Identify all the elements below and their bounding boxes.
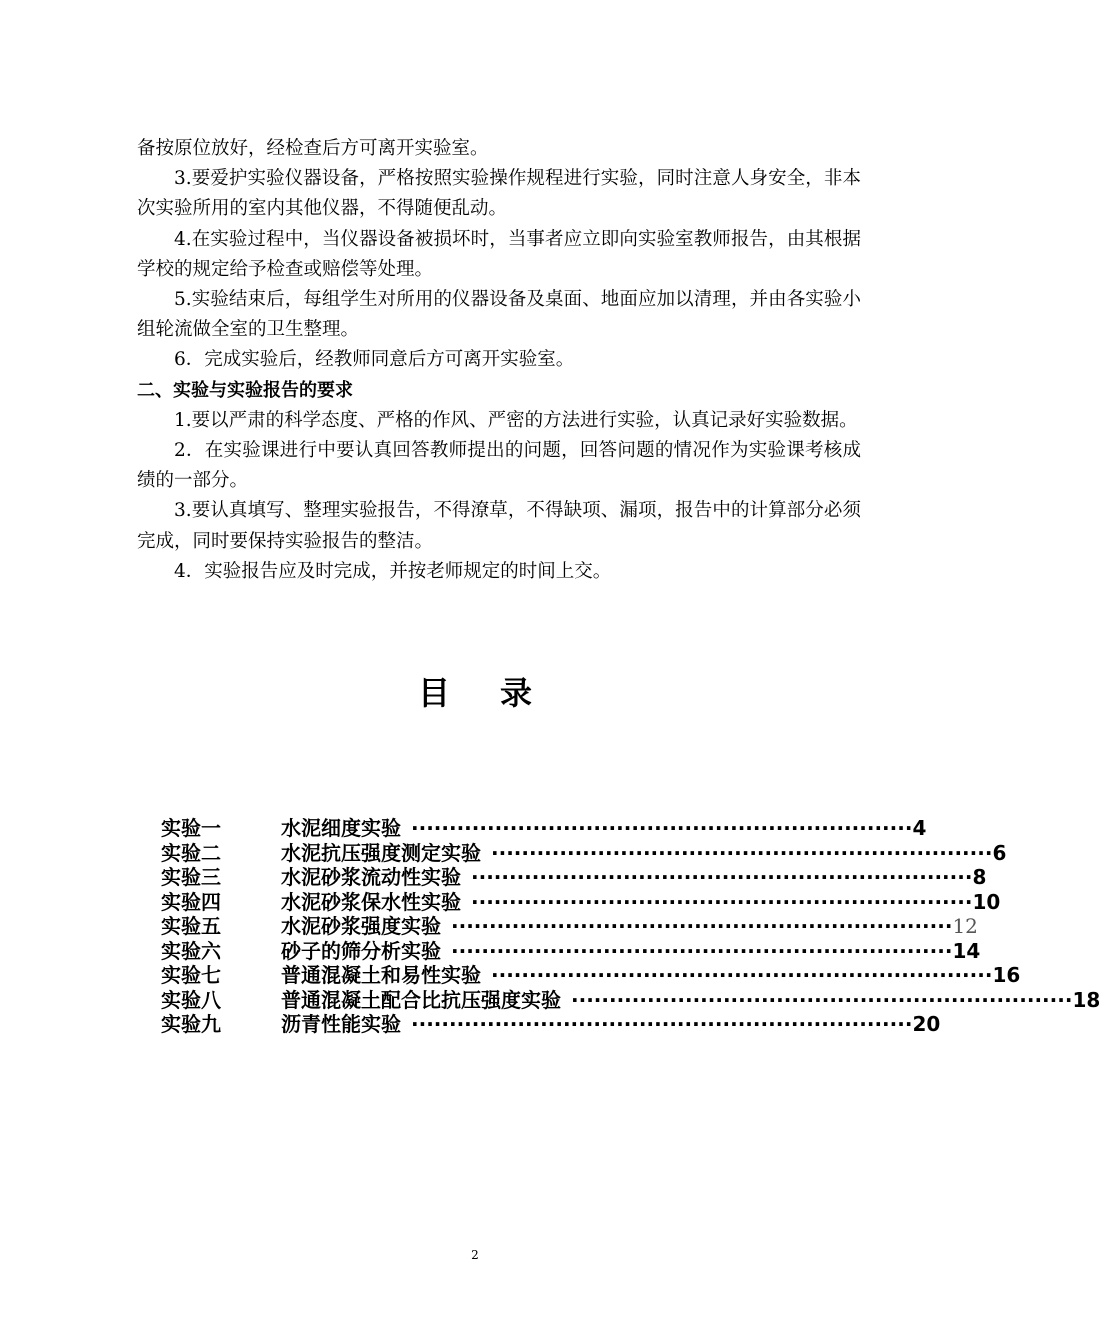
toc-experiment-number: 实验九 (161, 1012, 221, 1036)
paragraph-continuation: 备按原位放好，经检查后方可离开实验室。 (137, 138, 489, 159)
toc-row[interactable] (161, 938, 981, 964)
toc-experiment-name: 水泥砂浆流动性实验 (281, 865, 461, 889)
toc-page-number: 20 (912, 1012, 941, 1036)
toc-row[interactable] (161, 987, 1100, 1013)
table-of-contents (161, 816, 1100, 1037)
toc-page-number: 6 (992, 840, 1007, 865)
toc-experiment-number: 实验七 (161, 963, 221, 987)
toc-experiment-name: 沥青性能实验 (281, 1012, 401, 1036)
toc-title: 目录 (417, 674, 582, 712)
toc-experiment-name: 水泥抗压强度测定实验 (281, 840, 481, 865)
section-heading: 二、实验与实验报告的要求 (137, 379, 353, 401)
toc-leader-dots: ·································································· (411, 816, 913, 840)
toc-experiment-number: 实验三 (161, 865, 221, 889)
toc-row[interactable] (161, 889, 1001, 915)
body-text (137, 134, 861, 587)
requirement-item-4: 4．实验报告应及时完成，并按老师规定的时间上交。 (174, 560, 612, 582)
toc-leader-dots: ·································································· (571, 987, 1073, 1012)
toc-experiment-number: 实验五 (161, 914, 221, 938)
rule-item-4: 4.在实验过程中，当仪器设备被损坏时，当事者应立即向实验室教师报告，由其根据学校的规定给予检查或赔偿等处理。 (137, 228, 861, 280)
toc-experiment-name: 水泥砂浆强度实验 (281, 914, 441, 938)
toc-page-number: 10 (972, 889, 1001, 914)
toc-experiment-number: 实验一 (161, 816, 221, 840)
toc-experiment-name: 普通混凝土配合比抗压强度实验 (281, 987, 561, 1012)
rule-item-3: 3.要爱护实验仪器设备，严格按照实验操作规程进行实验，同时注意人身安全，非本次实验所用的室内其他仪器，不得随便乱动。 (137, 168, 861, 220)
toc-experiment-name: 水泥细度实验 (281, 816, 401, 840)
requirement-item-3: 3.要认真填写、整理实验报告，不得潦草，不得缺项、漏项，报告中的计算部分必须完成，同时要保持实验报告的整洁。 (137, 500, 861, 552)
toc-row[interactable] (161, 816, 927, 841)
toc-leader-dots: ·································································· (451, 914, 953, 938)
toc-row[interactable] (161, 914, 978, 939)
toc-experiment-name: 砂子的筛分析实验 (281, 938, 441, 963)
toc-leader-dots: ·································································· (471, 889, 973, 914)
toc-page-number: 12 (952, 914, 978, 938)
toc-experiment-name: 普通混凝土和易性实验 (281, 963, 481, 987)
requirement-item-1: 1.要以严肃的科学态度、严格的作风、严密的方法进行实验，认真记录好实验数据。 (174, 409, 858, 431)
toc-leader-dots: ·································································· (411, 1012, 913, 1036)
toc-leader-dots: ·································································· (491, 840, 993, 865)
toc-page-number: 4 (912, 816, 927, 840)
toc-page-number: 18 (1072, 987, 1100, 1012)
toc-row[interactable] (161, 865, 987, 890)
page-number: 2 (471, 1248, 479, 1262)
toc-experiment-number: 实验二 (161, 840, 221, 865)
toc-experiment-number: 实验四 (161, 889, 221, 914)
toc-row[interactable] (161, 840, 1007, 866)
toc-leader-dots: ·································································· (491, 963, 993, 987)
toc-page-number: 8 (972, 865, 987, 889)
rule-item-5: 5.实验结束后，每组学生对所用的仪器设备及桌面、地面应加以清理，并由各实验小组轮流做全室的卫生整理。 (137, 289, 861, 341)
toc-page-number: 16 (992, 963, 1021, 987)
toc-leader-dots: ·································································· (471, 865, 973, 889)
rule-item-6: 6．完成实验后，经教师同意后方可离开实验室。 (174, 349, 575, 371)
toc-experiment-name: 水泥砂浆保水性实验 (281, 889, 461, 914)
toc-experiment-number: 实验八 (161, 987, 221, 1012)
toc-row[interactable] (161, 1012, 941, 1037)
toc-experiment-number: 实验六 (161, 938, 221, 963)
requirement-item-2: 2．在实验课进行中要认真回答教师提出的问题，回答问题的情况作为实验课考核成绩的一部分。 (137, 440, 861, 492)
toc-page-number: 14 (952, 938, 981, 963)
toc-leader-dots: ·································································· (451, 938, 953, 963)
toc-row[interactable] (161, 963, 1021, 988)
